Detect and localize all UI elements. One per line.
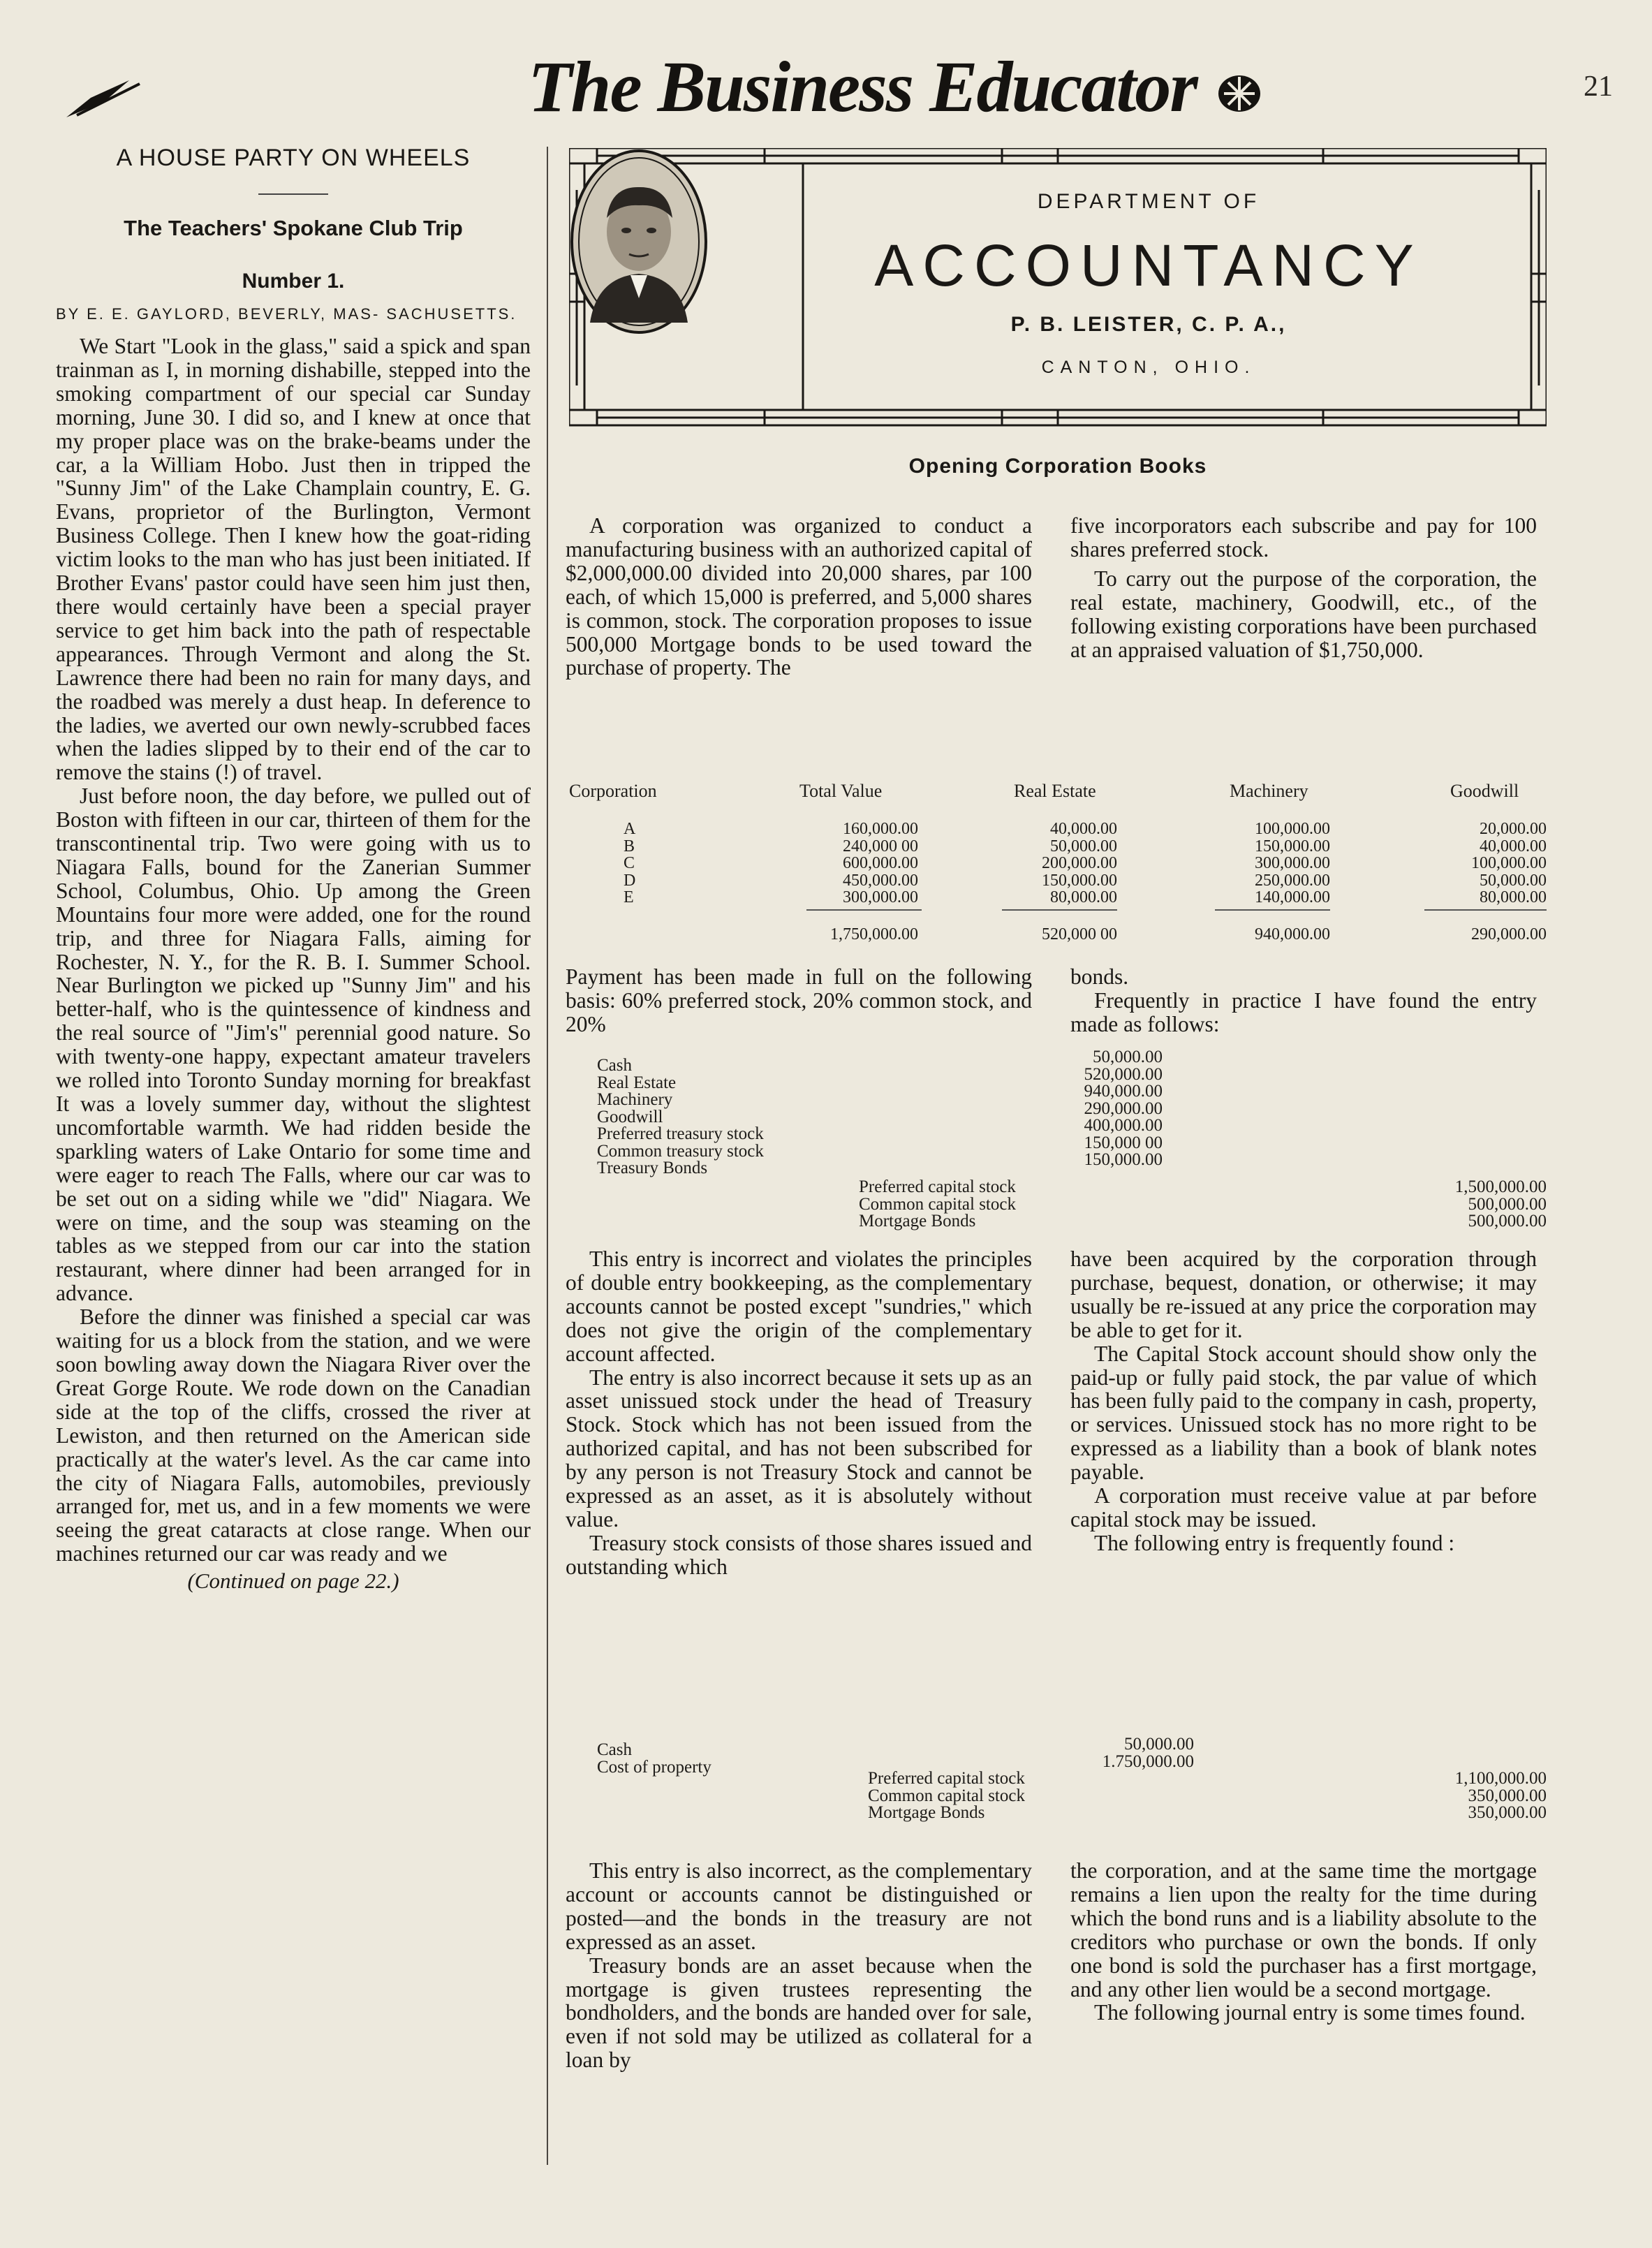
- entry-amount: 350,000.00: [1468, 1786, 1547, 1805]
- table-cell: 100,000.00: [1471, 854, 1547, 873]
- entry-label: Cash: [597, 1740, 632, 1759]
- discussion2-col-a: [566, 1859, 1032, 2072]
- entry-amount: 400,000.00: [1084, 1116, 1163, 1135]
- real-estate-sum: 520,000 00: [1042, 925, 1117, 943]
- article-subtitle: The Teachers' Spokane Club Trip: [124, 216, 463, 240]
- table-cell: D: [624, 871, 636, 890]
- entry-amount: 350,000.00: [1468, 1803, 1547, 1822]
- paragraph: have been acquired by the corporation through purchase, bequest, donation, or otherwise; it may usually be re-issued at any price the corporation may be able to get for it.: [1070, 1247, 1537, 1342]
- paragraph: A corporation was organized to conduct a manufacturing business with an authorized capital of $2,000,000.00 divided into 20,000 shares, par 100 each, of which 15,000 is preferred, and 5,000 shares is common, stock. The corporation proposes to issue 500,000 Mortgage bonds to be used toward the purchase of property. The: [566, 513, 1032, 680]
- entry-amount: 50,000.00: [1124, 1735, 1194, 1754]
- payment-col-b: [1070, 965, 1537, 1036]
- paragraph: To carry out the purpose of the corporation, the real estate, machinery, Goodwill, etc., of the following existing corporations have been purchased at an appraised valuation of $1,750,000.: [1070, 566, 1537, 662]
- credit-labels: [868, 1770, 1147, 1822]
- entry-label: Cost of property: [597, 1757, 711, 1777]
- table-cell: 40,000.00: [1480, 837, 1547, 855]
- entry-label: Common capital stock: [868, 1786, 1025, 1805]
- article-number: Number 1.: [242, 270, 345, 293]
- journal-entry-2: [597, 1735, 1547, 1825]
- continued-note: (Continued on page 22.): [187, 1569, 399, 1594]
- total-rule: [1002, 909, 1117, 911]
- corp-letters: [624, 821, 651, 906]
- table-cell: 150,000.00: [1042, 871, 1117, 890]
- entry-amount: 150,000.00: [1084, 1150, 1163, 1169]
- entry-amount: 520,000.00: [1084, 1064, 1163, 1084]
- table-cell: 50,000.00: [1050, 837, 1117, 855]
- table-cell: 40,000.00: [1050, 820, 1117, 838]
- article-title: A HOUSE PARTY ON WHEELS: [116, 145, 471, 171]
- discussion1-col-a: [566, 1247, 1032, 1579]
- table-cell: 300,000.00: [843, 888, 918, 907]
- entry-amount: 1.750,000.00: [1102, 1751, 1194, 1771]
- title-rule: [258, 193, 328, 195]
- table-cell: 50,000.00: [1480, 871, 1547, 890]
- section-title: Opening Corporation Books: [908, 455, 1207, 478]
- credit-amounts: [1400, 1179, 1547, 1230]
- debit-labels: [597, 1057, 946, 1177]
- table-cell: A: [624, 820, 636, 838]
- entry-amount: 1,100,000.00: [1454, 1769, 1547, 1788]
- entry-label: Preferred treasury stock: [597, 1124, 764, 1143]
- table-cell: 200,000.00: [1042, 854, 1117, 873]
- total-rule: [1424, 909, 1547, 911]
- table-cell: 80,000.00: [1050, 888, 1117, 907]
- left-article: [56, 143, 531, 2182]
- header-corporation: Corporation: [569, 781, 657, 801]
- table-cell: 250,000.00: [1255, 871, 1330, 890]
- paragraph: We Start "Look in the glass," said a spick and span trainman as I, in morning dishabille, stepped into the smoking compartment of our special car Sunday morning, June 30. I did so, and I knew at once that my proper place was on the brake-beams under the car, a la William Hobo. Just then in tripped the "Sunny Jim" of the Lake Champlain country, E. G. Evans, proprietor of the Burlington, Vermont Business College. Then I knew how the goat-riding victim looks to the man who has just been initiated. If Brother Evans' pastor could have seen him just then, there would certainly have been a special prayer service to get him back into the path of respectable appearances. Through Vermont and along the St. Lawrence there had been no rain for many days, and the roadbed was merely a dust heap. In deference to the ladies, we averted our own newly-scrubbed faces when the ladies slipped by to their end of the car to remove the stains (!) of travel.: [56, 334, 531, 785]
- entry-label: Common treasury stock: [597, 1141, 764, 1161]
- debit-amounts: [1044, 1736, 1194, 1770]
- paragraph: bonds.: [1070, 964, 1129, 989]
- header-real-estate: Real Estate: [1014, 781, 1096, 801]
- table-cell: B: [624, 837, 635, 855]
- article-body: [56, 335, 531, 1566]
- entry-amount: 50,000.00: [1093, 1048, 1163, 1066]
- debit-amounts: [1044, 1049, 1163, 1169]
- entry-label: Preferred capital stock: [868, 1769, 1025, 1788]
- paragraph: This entry is incorrect and violates the principles of double entry bookkeeping, as the complementary accounts cannot be posted except "sundries," which does not give the origin of the complementary account affected.: [566, 1247, 1032, 1366]
- paragraph: Treasury stock consists of those shares issued and outstanding which: [566, 1530, 1032, 1579]
- table-cell: 450,000.00: [843, 871, 918, 890]
- author-portrait: [569, 148, 709, 335]
- table-cell: 80,000.00: [1480, 888, 1547, 907]
- entry-amount: 290,000.00: [1084, 1099, 1163, 1118]
- column-divider: [547, 147, 548, 2165]
- paragraph: The following entry is frequently found :: [1094, 1530, 1455, 1555]
- journal-entry-1: [597, 1048, 1547, 1232]
- entry-label: Mortgage Bonds: [859, 1212, 976, 1230]
- page-number: 21: [1584, 71, 1613, 103]
- table-cell: 160,000.00: [843, 820, 918, 838]
- table-cell: 300,000.00: [1255, 854, 1330, 873]
- entry-label: Cash: [597, 1056, 632, 1075]
- machinery-sum: 940,000.00: [1255, 925, 1330, 943]
- total-rule: [1215, 909, 1330, 911]
- emblem-icon: [1211, 67, 1267, 116]
- paragraph: Frequently in practice I have found the entry made as follows:: [1070, 987, 1537, 1036]
- total-sum: 1,750,000.00: [830, 925, 918, 943]
- intro-col-a: [566, 514, 1032, 679]
- table-cell: 600,000.00: [843, 854, 918, 873]
- real-estate-column: [998, 821, 1117, 906]
- payment-col-a: [566, 965, 1032, 1036]
- paragraph: Treasury bonds are an asset because when the mortgage is given trustees representing the bondholders, and the bonds are handed over for sale, even if not sold may be utilized as collateral for a loan by: [566, 1953, 1032, 2073]
- paragraph: Just before noon, the day before, we pulled out of Boston with fifteen in our car, thirteen of them for the transcontinental trip. Two were going with us to Niagara Falls, bound for the Zanerian Summer School, Columbus, Ohio. Up among the Green Mountains four more were added, one for the round trip, and three for Niagara Falls, aiming for Rochester, N. Y., for the R. B. I. Summer School. Near Burlington we picked up "Sunny Jim" and his better-half, who is the quintessence of kindness and the real source of "Jim's" perennial good nature. So with twenty-one happy, expectant amateur travelers we rolled into Toronto Sunday morning for breakfast It was a lovely summer day, without the slightest uncomfortable warmth. We had ridden beside the sparkling waters of Lake Ontario for some time and were eager to reach The Falls, where our car was to be set out on a siding while we "did" Niagara. We were on time, and the soup was steaming on the tables as we stepped from our car into the station restaurant, where dinner had been arranged for in advance.: [56, 784, 531, 1306]
- entry-label: Goodwill: [597, 1107, 663, 1126]
- table-cell: 150,000.00: [1255, 837, 1330, 855]
- goodwill-sum: 290,000.00: [1471, 925, 1547, 943]
- table-cell: C: [624, 854, 635, 873]
- department-box: [569, 148, 1547, 427]
- entry-amount: 1,500,000.00: [1454, 1177, 1547, 1196]
- header-machinery: Machinery: [1230, 781, 1308, 801]
- paragraph: The following journal entry is some times found.: [1094, 2000, 1526, 2025]
- corporation-table: [569, 781, 1547, 948]
- paragraph: Payment has been made in full on the following basis: 60% preferred stock, 20% common stock, and 20%: [566, 964, 1032, 1036]
- paragraph: A corporation must receive value at par before capital stock may be issued.: [1070, 1483, 1537, 1531]
- intro-col-b: [1070, 514, 1537, 661]
- paragraph: five incorporators each subscribe and pay for 100 shares preferred stock.: [1070, 513, 1537, 561]
- department-author: P. B. LEISTER, C. P. A.,: [1010, 313, 1287, 336]
- debit-labels: [597, 1742, 876, 1776]
- entry-label: Preferred capital stock: [859, 1177, 1016, 1196]
- entry-label: Mortgage Bonds: [868, 1803, 985, 1822]
- table-cell: E: [624, 888, 634, 907]
- entry-label: Treasury Bonds: [597, 1159, 708, 1177]
- entry-label: Machinery: [597, 1090, 673, 1109]
- entry-amount: 500,000.00: [1468, 1194, 1547, 1214]
- discussion2-col-b: [1070, 1859, 1537, 2025]
- entry-amount: 940,000.00: [1084, 1082, 1163, 1101]
- masthead: [28, 42, 1627, 133]
- department-city: CANTON, OHIO.: [1041, 358, 1256, 377]
- header-goodwill: Goodwill: [1450, 781, 1519, 801]
- goodwill-column: [1417, 821, 1547, 906]
- credit-labels: [859, 1179, 1138, 1230]
- table-cell: 140,000.00: [1255, 888, 1330, 907]
- paragraph: Before the dinner was finished a special car was waiting for us a block from the station, and we were soon bowling away down the Niagara River over the Great Gorge Route. We rode down on the Canadian side at the top of the cliffs, crossed the river at Lewiston, and then returned on the American side practically at the water's level. As the car came into the city of Niagara Falls, automobiles, previously arranged for, met us, and in a few moments we were seeing the great cataracts at close range. When our machines returned our car was ready and we: [56, 1305, 531, 1566]
- entry-amount: 150,000 00: [1084, 1133, 1163, 1152]
- entry-label: Real Estate: [597, 1073, 677, 1092]
- table-cell: 20,000.00: [1480, 820, 1547, 838]
- total-value-column: [799, 821, 918, 906]
- department-name: ACCOUNTANCY: [874, 233, 1423, 298]
- discussion1-col-b: [1070, 1247, 1537, 1555]
- credit-amounts: [1400, 1770, 1547, 1822]
- department-label: DEPARTMENT OF: [1037, 190, 1260, 213]
- magazine-logo: The Business Educator: [528, 49, 1197, 126]
- entry-amount: 500,000.00: [1468, 1212, 1547, 1230]
- article-byline: BY E. E. GAYLORD, BEVERLY, MAS- SACHUSETTS.: [56, 305, 517, 323]
- header-total-value: Total Value: [799, 781, 883, 801]
- entry-label: Common capital stock: [859, 1194, 1016, 1214]
- paragraph: the corporation, and at the same time the mortgage remains a lien upon the realty for the time during which the bond runs and is a liability absolute to the creditors who purchase or own the bonds. If only one bond is sold the purchaser has a first mortgage, and any other lien would be a second mortgage.: [1070, 1858, 1537, 2001]
- machinery-column: [1211, 821, 1330, 906]
- total-rule: [806, 909, 922, 911]
- paragraph: The entry is also incorrect because it sets up as an asset unissued stock under the head of Treasury Stock. Stock which has not been issued from the authorized capital, and has not been subscribed for by any person is not Treasury Stock and cannot be expressed as an asset, as it is absolutely without value.: [566, 1365, 1032, 1531]
- table-cell: 240,000 00: [843, 837, 918, 855]
- paragraph: The Capital Stock account should show only the paid-up or fully paid stock, the par value of which has been fully paid to the company in cash, property, or services. Unissued stock has no more right to be expressed as a liability than a book of blank notes payable.: [1070, 1341, 1537, 1485]
- quill-icon: [63, 77, 147, 119]
- table-cell: 100,000.00: [1255, 820, 1330, 838]
- paragraph: This entry is also incorrect, as the complementary account or accounts cannot be distinguished or posted—and the bonds in the treasury are not expressed as an asset.: [566, 1858, 1032, 1954]
